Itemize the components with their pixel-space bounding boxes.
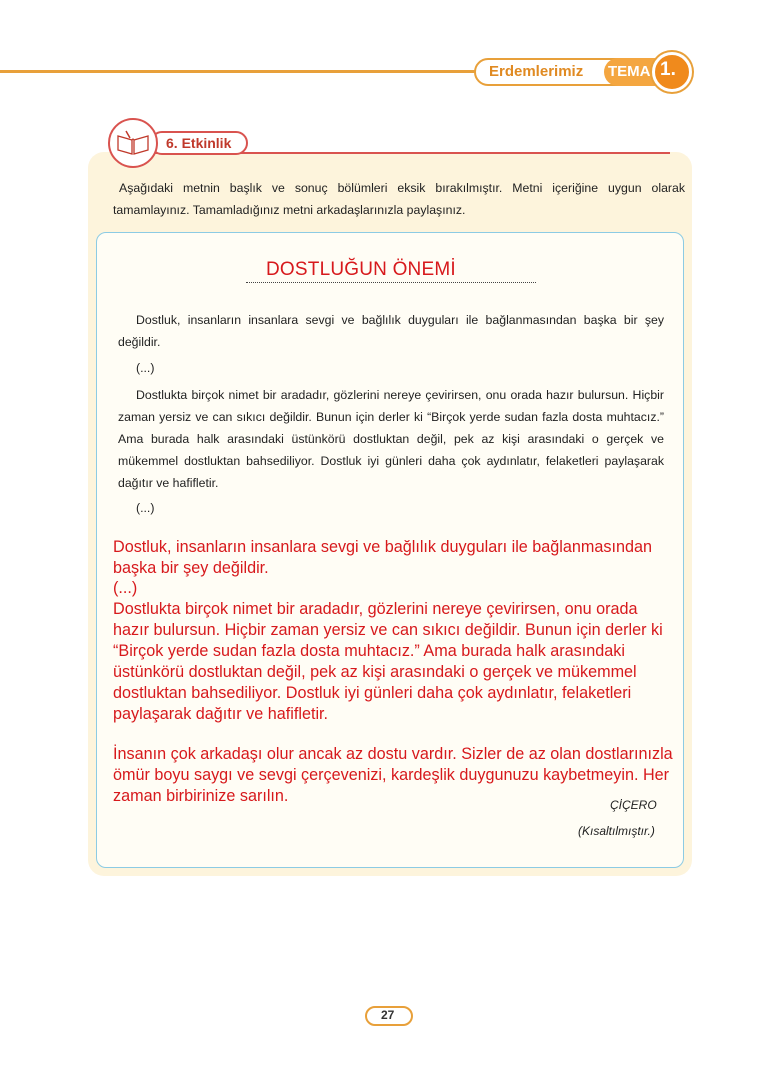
activity-label: 6. Etkinlik <box>166 135 232 151</box>
page-number: 27 <box>381 1008 395 1022</box>
printed-ellipsis-1: (...) <box>136 361 155 375</box>
handwritten-paragraph: Dostlukta birçok nimet bir aradadır, gözlerini nereye çevirirsen, onu orada hazır bulursun. Hiçbir zaman yersiz ve can sıkıcı değildir. Bunun için derler ki “Birçok yerde sudan fazla dosta muhtacız.” Ama burada halk arasındaki üstünkörü dostluktan değil, pek az kişi arasındaki o gerçek ve mükemmel dostluktan bahsediliyor. Dostluk iyi günleri daha çok aydınlatır, felaketleri paylaşarak dağıtır ve hafifletir. <box>113 600 663 723</box>
header-title: Erdemlerimiz <box>489 63 584 80</box>
header-rule <box>0 70 478 73</box>
activity-instructions: Aşağıdaki metnin başlık ve sonuç bölümleri eksik bırakılmıştır. Metni içeriğine uygun olarak tamamlayınız. Tamamladığınız metni arkadaşlarınızla paylaşınız. <box>113 181 685 217</box>
handwritten-title: DOSTLUĞUN ÖNEMİ <box>266 259 456 280</box>
printed-ellipsis-2: (...) <box>136 501 155 515</box>
handwritten-ellipsis: (...) <box>113 579 138 597</box>
tema-number: 1. <box>660 59 676 80</box>
handwritten-line-1: Dostluk, insanların insanlara sevgi ve bağlılık duyguları ile bağlanmasından başka bir şey değildir. <box>113 538 652 577</box>
printed-paragraph-2: Dostlukta birçok nimet bir aradadır, gözlerini nereye çevirirsen, onu orada hazır bulursun. Hiçbir zaman yersiz ve can sıkıcı değildir. Bunun için derler ki “Birçok yerde sudan fazla dosta muhtacız.” Ama burada halk arasındaki üstünkörü dostluktan değil, pek az kişi arasındaki o gerçek ve mükemmel dostluktan bahsediliyor. Dostluk iyi günleri daha çok aydınlatır, felaketleri paylaşarak dağıtır ve hafifletir. <box>118 388 664 490</box>
tema-label: TEMA <box>608 63 651 80</box>
abridged-note: (Kısaltılmıştır.) <box>578 824 655 838</box>
author: ÇİÇERO <box>610 798 657 812</box>
book-icon <box>116 130 150 156</box>
title-blank-line <box>246 282 536 283</box>
handwritten-conclusion: İnsanın çok arkadaşı olur ancak az dostu vardır. Sizler de az olan dostlarınızla ömür boyu saygı ve sevgi çerçevenizi, kardeşlik duygunuzu kaybetmeyin. Her zaman birbirinize sarılın. <box>113 745 673 805</box>
printed-paragraph-1: Dostluk, insanların insanlara sevgi ve bağlılık duyguları ile bağlanmasından başka bir şey değildir. <box>118 313 664 349</box>
